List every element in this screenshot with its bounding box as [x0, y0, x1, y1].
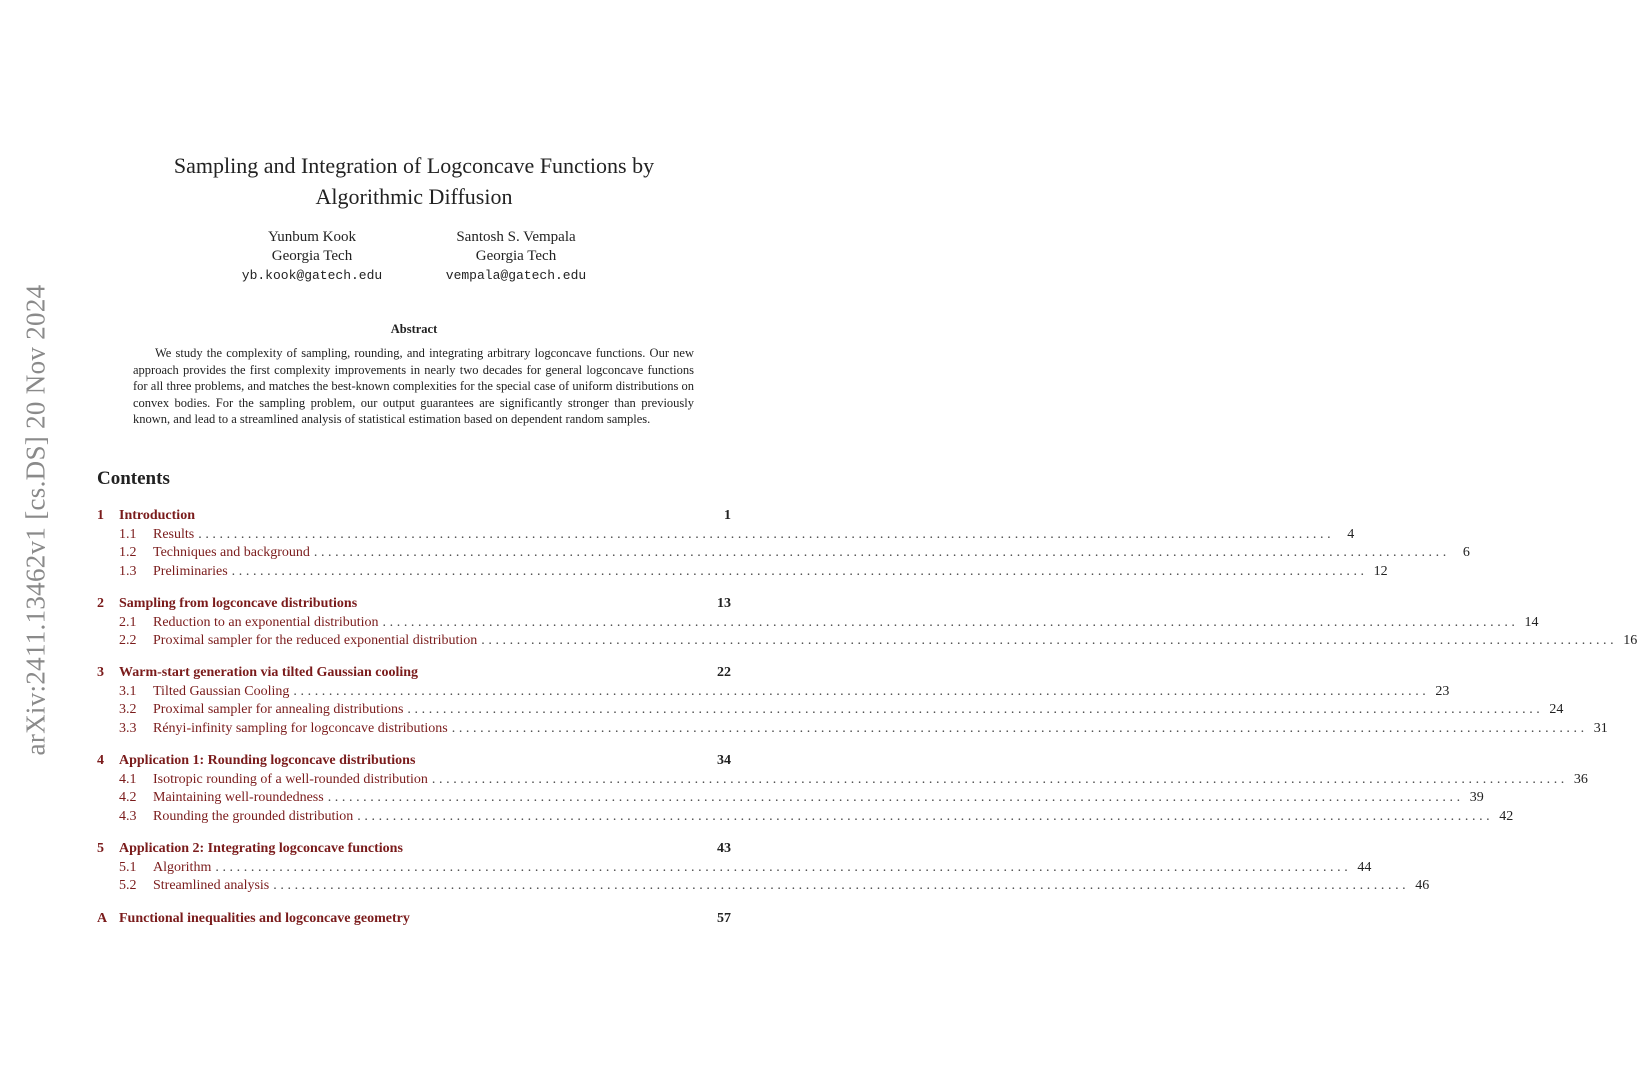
toc-section-number: 5 — [97, 841, 104, 856]
toc-dot-leader: ................................................................................................................................................................ — [357, 808, 1494, 824]
toc-dot-leader: ................................................................................................................................................................ — [198, 526, 1335, 542]
toc-subsection-number: 4.3 — [119, 808, 137, 824]
toc-dot-leader: ................................................................................................................................................................ — [313, 545, 1450, 560]
toc-subsection-number: 5.1 — [119, 859, 137, 875]
toc-page-number: 34 — [717, 753, 731, 768]
toc-subsection-number: 1.1 — [119, 526, 137, 542]
toc-subsection-label: Results — [153, 526, 195, 542]
toc-dot-leader: ................................................................................................................................................................ — [293, 683, 1430, 699]
author-name: Santosh S. Vempala — [456, 229, 576, 245]
toc-subsection-label: Rounding the grounded distribution — [153, 808, 354, 824]
toc-subsection-4-3[interactable] — [97, 808, 1514, 825]
author-affiliation: Georgia Tech — [475, 248, 557, 264]
abstract-text: We study the complexity of sampling, rounding, and integrating arbitrary logconcave functions. Our new approach provides the first complexity improvements in nearly two decades for general logconcave functions for all three problems, and matches the best-known complexities for the special case of uniform distributions on convex bodies. For the sampling problem, our output guarantees are significantly stronger than previously known, and lead to a streamlined analysis of statistical estimation based on dependent random samples. — [133, 346, 694, 426]
toc-subsection-1-1[interactable] — [97, 526, 1355, 543]
toc-dot-leader: ................................................................................................................................................................ — [231, 563, 1368, 579]
toc-dot-leader: ................................................................................................................................................................ — [407, 702, 1544, 717]
toc-page-number: 31 — [1593, 720, 1608, 736]
toc-subsection-label: Proximal sampler for annealing distributions — [153, 702, 404, 717]
toc-page-number: 23 — [1435, 683, 1450, 699]
toc-page-number: 42 — [1499, 808, 1514, 824]
toc-dot-leader: ................................................................................................................................................................ — [481, 633, 1618, 648]
paper-title-line-1: Sampling and Integration of Logconcave Functions by — [173, 153, 655, 178]
toc-subsection-2-2[interactable] — [97, 633, 1637, 649]
author-name: Yunbum Kook — [268, 229, 356, 245]
toc-subsection-1-3[interactable] — [97, 563, 1388, 580]
toc-page-number: 14 — [1524, 614, 1539, 630]
toc-subsection-2-1[interactable] — [97, 614, 1539, 631]
toc-subsection-label: Algorithm — [153, 859, 212, 875]
toc-section-4[interactable] — [97, 753, 731, 769]
toc-page-number: 46 — [1415, 878, 1430, 893]
toc-subsection-1-2[interactable] — [97, 545, 1470, 561]
toc-subsection-label: Streamlined analysis — [153, 878, 270, 893]
toc-page-number: 43 — [717, 841, 731, 856]
toc-page-number: 13 — [717, 596, 731, 611]
paper-title — [0, 150, 828, 212]
toc-dot-leader: ................................................................................................................................................................ — [327, 790, 1464, 805]
toc-section-number: 3 — [97, 665, 104, 680]
toc-page-number: 22 — [717, 665, 731, 680]
toc-page-number: 6 — [1462, 545, 1470, 560]
arxiv-identifier-stamp: arXiv:2411.13462v1 [cs.DS] 20 Nov 2024 — [20, 284, 51, 756]
author-1 — [242, 228, 382, 285]
author-email[interactable]: vempala@gatech.edu — [445, 268, 587, 283]
toc-subsection-label: Rényi-infinity sampling for logconcave distributions — [153, 720, 448, 736]
toc-section-number: 4 — [97, 753, 104, 768]
toc-section-3[interactable] — [97, 665, 731, 681]
toc-subsection-number: 4.1 — [119, 771, 137, 787]
toc-section-label: Warm-start generation via tilted Gaussian cooling — [119, 665, 419, 680]
toc-section-number: 2 — [97, 596, 104, 611]
toc-subsection-4-2[interactable] — [97, 790, 1484, 806]
toc-dot-leader: ................................................................................................................................................................ — [273, 878, 1410, 893]
toc-subsection-3-1[interactable] — [97, 683, 1450, 700]
toc-dot-leader: ................................................................................................................................................................ — [451, 720, 1588, 736]
toc-section-number: A — [97, 911, 108, 926]
toc-subsection-label: Reduction to an exponential distribution — [153, 614, 379, 630]
author-2 — [446, 228, 586, 285]
toc-section-label: Application 2: Integrating logconcave functions — [119, 841, 403, 856]
toc-subsection-number: 2.1 — [119, 614, 137, 630]
toc-subsection-label: Proximal sampler for the reduced exponential distribution — [153, 633, 478, 648]
toc-section-1[interactable] — [97, 508, 731, 524]
author-affiliation: Georgia Tech — [271, 248, 353, 264]
toc-section-label: Sampling from logconcave distributions — [119, 596, 358, 611]
toc-subsection-4-1[interactable] — [97, 771, 1588, 788]
toc-subsection-label: Isotropic rounding of a well-rounded distribution — [153, 771, 428, 787]
toc-section-5[interactable] — [97, 841, 731, 857]
toc-section-label: Introduction — [119, 508, 195, 523]
toc-subsection-5-2[interactable] — [97, 878, 1430, 894]
abstract-heading: Abstract — [390, 322, 438, 336]
toc-subsection-3-2[interactable] — [97, 702, 1564, 718]
toc-subsection-number: 3.3 — [119, 720, 137, 736]
toc-page-number: 16 — [1623, 633, 1637, 648]
toc-dot-leader: ................................................................................................................................................................ — [215, 859, 1352, 875]
toc-subsection-number: 4.2 — [119, 790, 137, 805]
toc-subsection-3-3[interactable] — [97, 720, 1608, 737]
toc-dot-leader: ................................................................................................................................................................ — [431, 771, 1568, 787]
toc-subsection-5-1[interactable] — [97, 859, 1372, 876]
toc-page-number: 57 — [717, 911, 731, 926]
toc-subsection-number: 3.1 — [119, 683, 137, 699]
toc-section-a[interactable] — [97, 911, 731, 927]
toc-page-number: 24 — [1549, 702, 1564, 717]
toc-section-label: Functional inequalities and logconcave geometry — [119, 911, 410, 926]
toc-subsection-number: 3.2 — [119, 702, 137, 717]
paper-title-line-2: Algorithmic Diffusion — [315, 184, 513, 209]
toc-page-number: 12 — [1373, 563, 1388, 579]
author-email[interactable]: yb.kook@gatech.edu — [241, 268, 383, 283]
contents-heading: Contents — [97, 468, 170, 489]
toc-subsection-label: Tilted Gaussian Cooling — [153, 683, 290, 699]
toc-subsection-label: Maintaining well-roundedness — [153, 790, 324, 805]
toc-section-2[interactable] — [97, 596, 731, 612]
toc-subsection-label: Preliminaries — [153, 563, 228, 579]
toc-section-number: 1 — [97, 508, 104, 523]
toc-dot-leader: ................................................................................................................................................................ — [382, 614, 1519, 630]
toc-subsection-number: 2.2 — [119, 633, 137, 648]
toc-subsection-number: 1.2 — [119, 545, 137, 560]
toc-subsection-number: 1.3 — [119, 563, 137, 579]
toc-subsection-number: 5.2 — [119, 878, 137, 893]
toc-page-number: 1 — [724, 508, 731, 523]
toc-page-number: 39 — [1469, 790, 1484, 805]
toc-subsection-label: Techniques and background — [153, 545, 310, 560]
toc-page-number: 4 — [1347, 526, 1355, 542]
toc-page-number: 44 — [1357, 859, 1372, 875]
toc-page-number: 36 — [1573, 771, 1588, 787]
toc-section-label: Application 1: Rounding logconcave distributions — [119, 753, 416, 768]
